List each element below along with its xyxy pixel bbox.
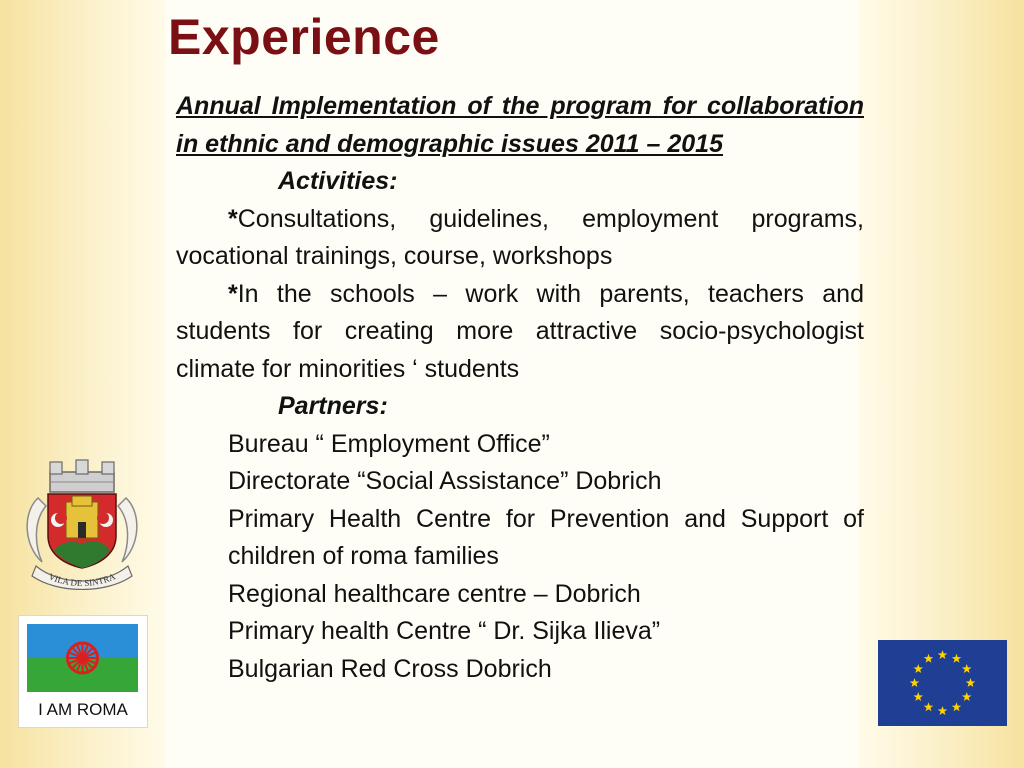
activity-text: In the schools – work with parents, teachers and students for creating more attractive socio-psychologist climate for minorities ‘ students (176, 279, 864, 383)
bullet-marker: * (228, 279, 238, 308)
roma-flag-icon (27, 624, 138, 692)
eu-flag-icon (878, 640, 1007, 726)
sintra-crest-logo (20, 458, 144, 590)
activities-heading: Activities: (278, 167, 398, 195)
roma-logo (18, 615, 148, 728)
partners-list (176, 426, 864, 689)
program-subtitle: Annual Implementation of the program for collaboration in ethnic and demographic issues 2011 – 2015 (176, 92, 864, 158)
partner-item: Primary health Centre “ Dr. Sijka Ilieva” (228, 617, 661, 645)
partner-item: Primary Health Centre for Prevention and Support of children of roma families (228, 504, 864, 570)
partner-item: Bureau “ Employment Office” (228, 429, 550, 458)
slide-title: Experience (168, 9, 440, 65)
partner-item: Directorate “Social Assistance” Dobrich (228, 467, 662, 495)
bullet-marker: * (228, 204, 238, 233)
activity-item (176, 201, 864, 276)
partners-heading: Partners: (278, 392, 388, 420)
crest-ribbon-text: VILA DE SINTRA (47, 571, 117, 589)
roma-caption: I AM ROMA (38, 700, 128, 719)
slide-content (176, 88, 864, 688)
activity-text: Consultations, guidelines, employment programs, vocational trainings, course, workshops (176, 204, 864, 270)
activity-item (176, 276, 864, 389)
partner-item: Regional healthcare centre – Dobrich (228, 579, 641, 608)
partner-item: Bulgarian Red Cross Dobrich (228, 654, 552, 683)
